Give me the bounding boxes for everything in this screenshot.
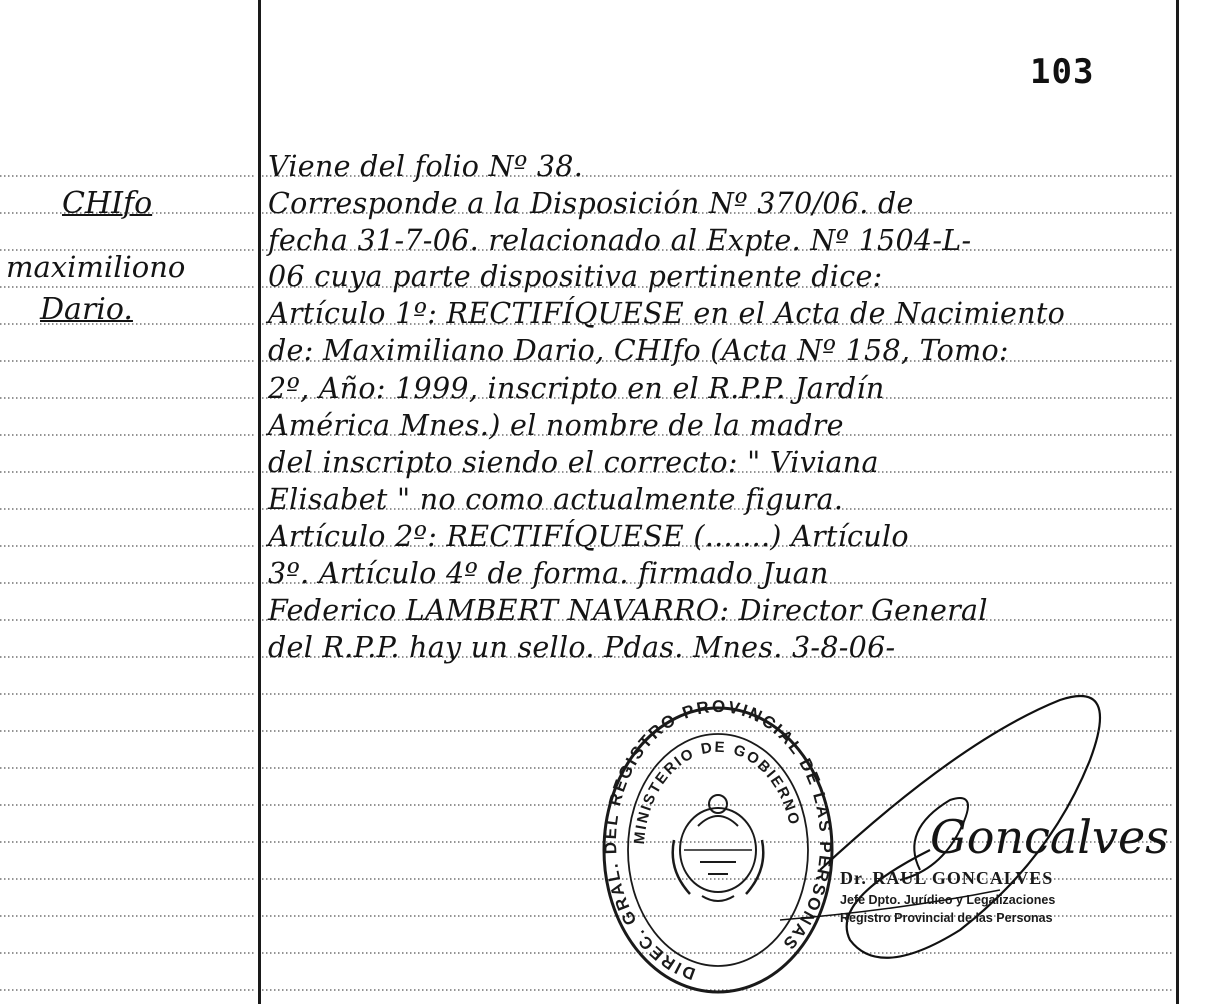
body-line: de: Maximiliano Dario, CHIfo (Acta Nº 158, Tomo:: [268, 334, 1009, 367]
body-line: Corresponde a la Disposición Nº 370/06. de: [268, 187, 914, 220]
signature: Goncalves: [930, 810, 1169, 864]
body-line: Viene del folio Nº 38.: [268, 150, 584, 183]
body-line: del R.P.P. hay un sello. Pdas. Mnes. 3-8-06-: [268, 631, 896, 664]
body-line: 2º, Año: 1999, inscripto en el R.P.P. Jardín: [268, 372, 885, 405]
margin-second-name: Dario.: [40, 292, 133, 327]
body-line: 3º. Artículo 4º de forma. firmado Juan: [268, 557, 829, 590]
body-line: Elisabet " no como actualmente figura.: [268, 483, 844, 516]
signatory-office: Registro Provincial de las Personas: [840, 911, 1053, 925]
signatory-name: Dr. RAUL GONCALVES: [840, 868, 1054, 888]
margin-surname: CHIfo: [62, 186, 153, 221]
margin-rule: [258, 0, 261, 1004]
signature-stamp: [840, 868, 1055, 925]
body-line: fecha 31-7-06. relacionado al Expte. Nº 1504-L-: [268, 224, 972, 257]
right-rule: [1176, 0, 1179, 1004]
body-line: América Mnes.) el nombre de la madre: [268, 409, 844, 442]
body-line: del inscripto siendo el correcto: " Viviana: [268, 446, 879, 479]
folio-number: 103: [1030, 52, 1095, 92]
seal-outer-text: DIREC. GRAL. DEL REGISTRO PROVINCIAL DE LAS PERSONAS: [600, 700, 836, 984]
body-line: Federico LAMBERT NAVARRO: Director General: [268, 594, 988, 627]
body-line: Artículo 2º: RECTIFÍQUESE (.......) Artículo: [268, 520, 909, 553]
body-line: Artículo 1º: RECTIFÍQUESE en el Acta de Nacimiento: [268, 297, 1066, 330]
body-line: 06 cuya parte dispositiva pertinente dice:: [268, 260, 883, 293]
seal-inner-text: MINISTERIO DE GOBIERNO: [630, 738, 803, 846]
margin-given-name: maximiliono: [6, 250, 186, 284]
signatory-title: Jefe Dpto. Jurídico y Legalizaciones: [840, 893, 1056, 907]
